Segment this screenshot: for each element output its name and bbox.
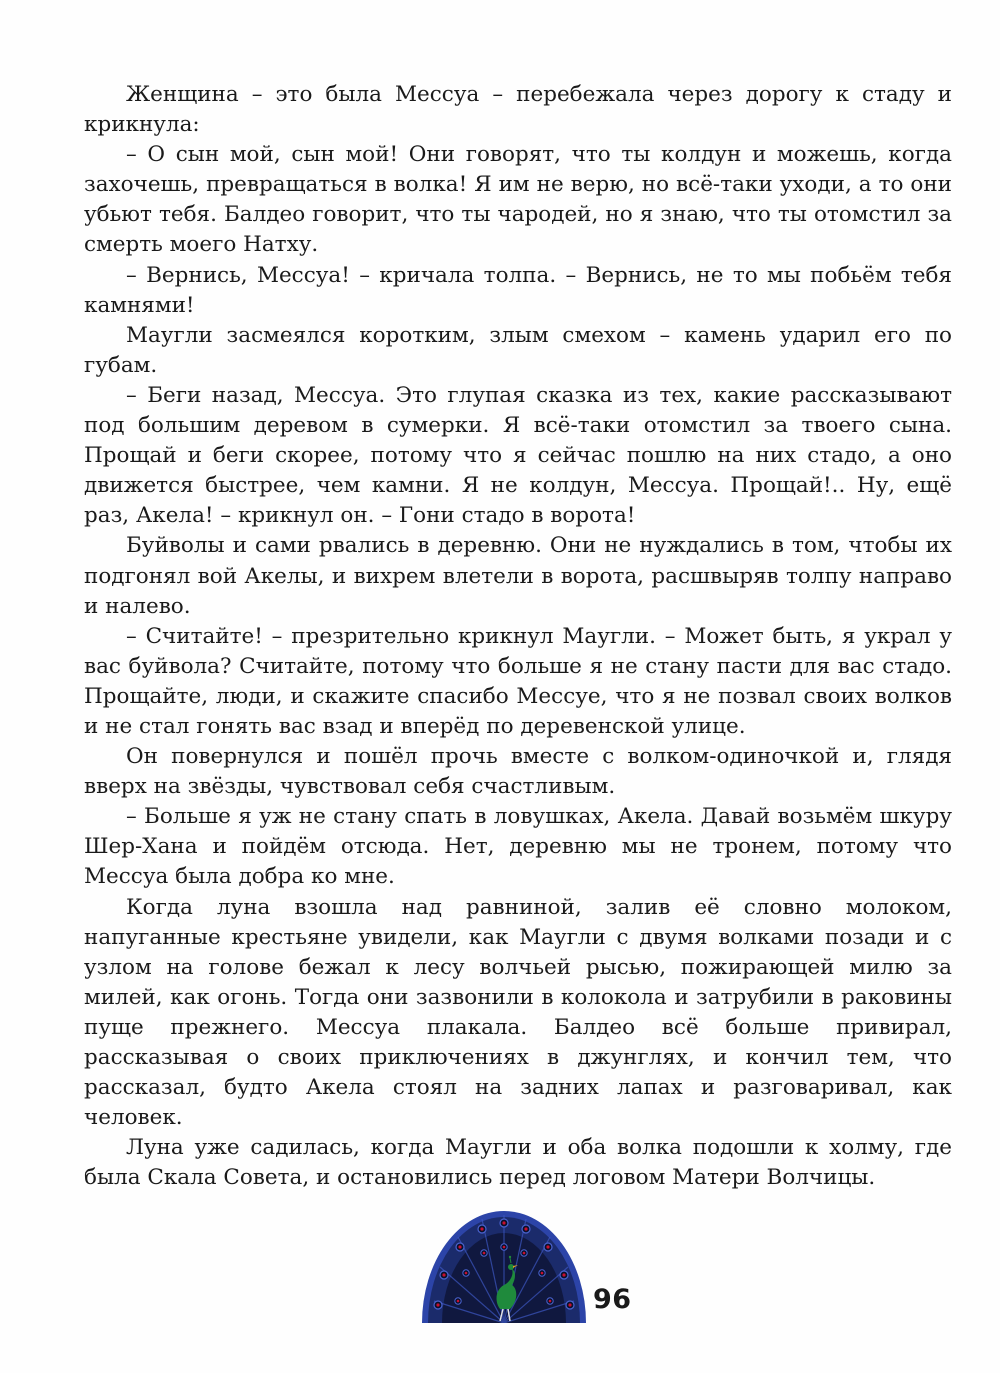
paragraph: Женщина – это была Мессуа – перебежала через дорогу к стаду и крикнула: — [84, 82, 952, 138]
peacock-fan-icon — [420, 1205, 588, 1323]
paragraph: – Вернись, Мессуа! – кричала толпа. – Вернись, не то мы побьём тебя камнями! — [84, 262, 952, 318]
paragraph: Луна уже садилась, когда Маугли и оба волка подошли к холму, где была Скала Совета, и остановились перед логовом Матери Волчицы. — [84, 1135, 952, 1191]
page-number: 96 — [593, 1284, 632, 1315]
paragraph: Он повернулся и пошёл прочь вместе с волком-одиночкой и, глядя вверх на звёзды, чувствовал себя счастливым. — [84, 744, 952, 800]
paragraph: Буйволы и сами рвались в деревню. Они не нуждались в том, чтобы их подгонял вой Акелы, и вихрем влетели в ворота, расшвыряв толпу направо и налево. — [84, 533, 952, 619]
paragraph: – Считайте! – презрительно крикнул Маугли. – Может быть, я украл у вас буйвола? Считайте, потому что больше я не стану пасти для вас стадо. Прощайте, люди, и скажите спасибо Мессуе, что я не позвал своих волков и не стал гонять вас взад и вперёд по деревенской улице. — [84, 623, 952, 739]
paragraph: – Больше я уж не стану спать в ловушках, Акела. Давай возьмём шкуру Шер-Хана и пойдём отсюда. Нет, деревню мы не тронем, потому что Мессуа была добра ко мне. — [84, 804, 952, 890]
paragraph: – Беги назад, Мессуа. Это глупая сказка из тех, какие рассказывают под большим деревом в сумерки. Я всё-таки отомстил за твоего сына. Прощай и беги скорее, потому что я сейчас пошлю на них стадо, а оно движется быстрее, чем камни. Я не колдун, Мессуа. Прощай!.. Ну, ещё раз, Акела! – крикнул он. – Гони стадо в ворота! — [84, 382, 952, 529]
paragraph: Когда луна взошла над равниной, залив её словно молоком, напуганные крестьяне увидели, как Маугли с двумя волками позади и с узлом на голове бежал к лесу волчьей рысью, пожирающей милю за милей, как огонь. Тогда они зазвонили в колокола и затрубили в раковины пуще прежнего. Мессуа плакала. Балдео всё больше привирал, рассказывая о своих приключениях в джунглях, и кончил тем, что рассказал, будто Акела стоял на задних лапах и разговаривал, как человек. — [84, 894, 952, 1131]
paragraph: Маугли засмеялся коротким, злым смехом – камень ударил его по губам. — [84, 322, 952, 378]
story-text — [84, 80, 952, 1193]
paragraph: – О сын мой, сын мой! Они говорят, что ты колдун и можешь, когда захочешь, превращаться в волка! Я им не верю, но всё-таки уходи, а то они убьют тебя. Балдео говорит, что ты чародей, но я знаю, что ты отомстил за смерть моего Натху. — [84, 142, 952, 258]
